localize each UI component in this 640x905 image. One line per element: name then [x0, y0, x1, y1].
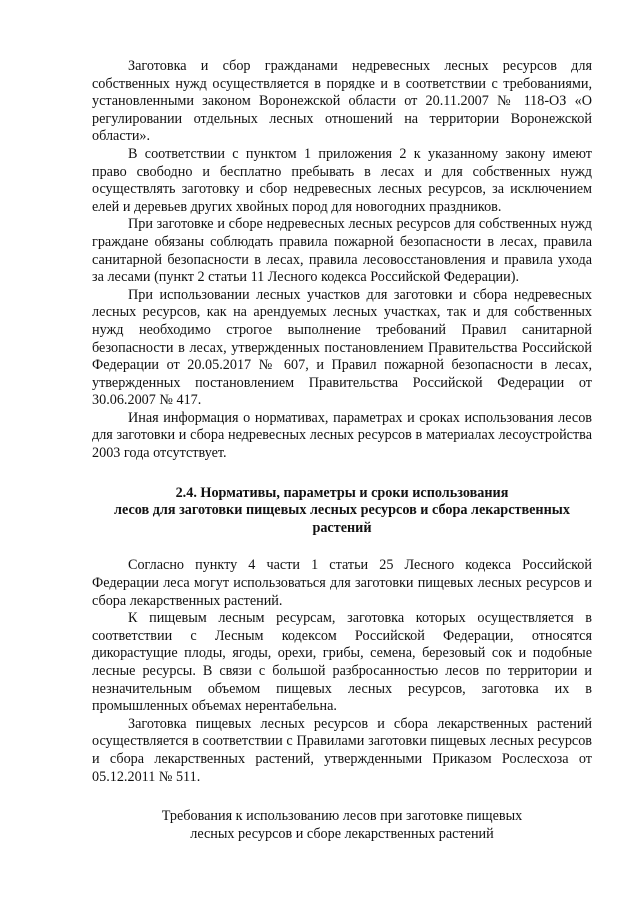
paragraph: Заготовка пищевых лесных ресурсов и сбора лекарственных растений осуществляется в соответствии с Правилами заготовки пищевых лесных ресурсов и сбора лекарственных растений, утвержденными Приказом Рослесхоза от 05.12.2011 № 511.	[92, 715, 592, 785]
section-heading-line: 2.4. Нормативы, параметры и сроки использования	[175, 484, 509, 501]
paragraph: В соответствии с пунктом 1 приложения 2 к указанному закону имеют право свободно и бесплатно пребывать в лесах и для собственных нужд осуществлять заготовку и сбор недревесных лесных ресурсов, за исключением елей и деревьев других хвойных пород для новогодних праздников.	[92, 145, 592, 215]
table-caption-line: лесных ресурсов и сборе лекарственных растений	[190, 825, 494, 842]
section-heading	[92, 485, 592, 538]
section-heading-line: лесов для заготовки пищевых лесных ресурсов и сбора лекарственных	[114, 502, 570, 519]
paragraph: Иная информация о нормативах, параметрах и сроках использования лесов для заготовки и сбора недревесных лесных ресурсов в материалах лесоустройства 2003 года отсутствует.	[92, 409, 592, 462]
paragraph: К пищевым лесным ресурсам, заготовка которых осуществляется в соответствии с Лесным кодексом Российской Федерации, относятся дикорастущие плоды, ягоды, орехи, грибы, семена, березовый сок и подобные лесные ресурсы. В связи с большой разбросанностью лесов по территории и незначительным объемом пищевых лесных ресурсов, заготовка их в промышленных объемах нерентабельна.	[92, 610, 592, 715]
spacer	[92, 537, 592, 557]
paragraph: При использовании лесных участков для заготовки и сбора недревесных лесных ресурсов, как на арендуемых лесных участках, так и для собственных нужд необходимо строгое выполнение требований Правил санитарной безопасности в лесах, утвержденных постановлением Правительства Российской Федерации от 20.05.2017 № 607, и Правил пожарной безопасности в лесах, утвержденных постановлением Правительства Российской Федерации от 30.06.2007 № 417.	[92, 286, 592, 409]
table-caption	[92, 808, 592, 843]
paragraph: Заготовка и сбор гражданами недревесных лесных ресурсов для собственных нужд осуществляется в порядке и в соответствии с требованиями, установленными законом Воронежской области от 20.11.2007 № 118-ОЗ «О регулировании отдельных лесных отношений на территории Воронежской области».	[92, 58, 592, 145]
section-heading-line: растений	[312, 519, 372, 536]
paragraph: Согласно пункту 4 части 1 статьи 25 Лесного кодекса Российской Федерации леса могут использоваться для заготовки пищевых лесных ресурсов и сбора лекарственных растений.	[92, 557, 592, 609]
document-page	[92, 58, 592, 843]
paragraph: При заготовке и сборе недревесных лесных ресурсов для собственных нужд граждане обязаны соблюдать правила пожарной безопасности в лесах, правила санитарной безопасности в лесах, правила лесовосстановления и правила ухода за лесами (пункт 2 статьи 11 Лесного кодекса Российской Федерации).	[92, 216, 592, 286]
table-caption-line: Требования к использованию лесов при заготовке пищевых	[161, 808, 523, 825]
